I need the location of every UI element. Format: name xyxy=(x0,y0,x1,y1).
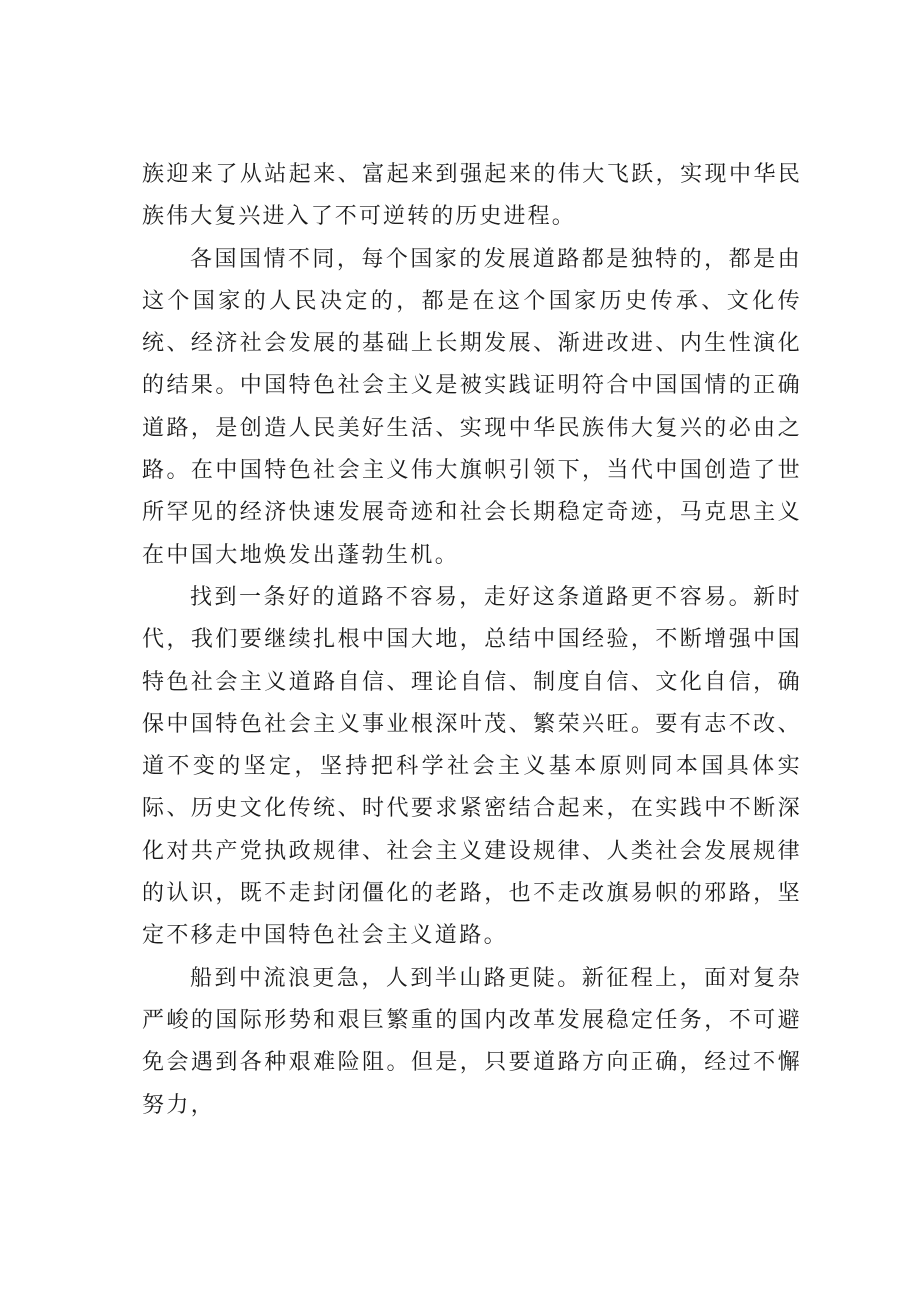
paragraph-continuation: 族迎来了从站起来、富起来到强起来的伟大飞跃，实现中华民族伟大复兴进入了不可逆转的历史进程。 xyxy=(142,162,802,230)
document-body xyxy=(142,154,802,1127)
paragraph-new-journey: 船到中流浪更急，人到半山路更陡。新征程上，面对复杂严峻的国际形势和艰巨繁重的国内改革发展稳定任务，不可避免会遇到各种艰难险阻。但是，只要道路方向正确，经过不懈努力， xyxy=(142,965,802,1118)
paragraph-finding-the-road: 找到一条好的道路不容易，走好这条道路更不容易。新时代，我们要继续扎根中国大地，总结中国经验，不断增强中国特色社会主义道路自信、理论自信、制度自信、文化自信，确保中国特色社会主义事业根深叶茂、繁荣兴旺。要有志不改、道不变的坚定，坚持把科学社会主义基本原则同本国具体实际、历史文化传统、时代要求紧密结合起来，在实践中不断深化对共产党执政规律、社会主义建设规律、人类社会发展规律的认识，既不走封闭僵化的老路，也不走改旗易帜的邪路，坚定不移走中国特色社会主义道路。 xyxy=(142,584,802,949)
paragraph-national-conditions: 各国国情不同，每个国家的发展道路都是独特的，都是由这个国家的人民决定的，都是在这个国家历史传承、文化传统、经济社会发展的基础上长期发展、渐进改进、内生性演化的结果。中国特色社会主义是被实践证明符合中国国情的正确道路，是创造人民美好生活、实现中华民族伟大复兴的必由之路。在中国特色社会主义伟大旗帜引领下，当代中国创造了世所罕见的经济快速发展奇迹和社会长期稳定奇迹，马克思主义在中国大地焕发出蓬勃生机。 xyxy=(142,246,802,568)
